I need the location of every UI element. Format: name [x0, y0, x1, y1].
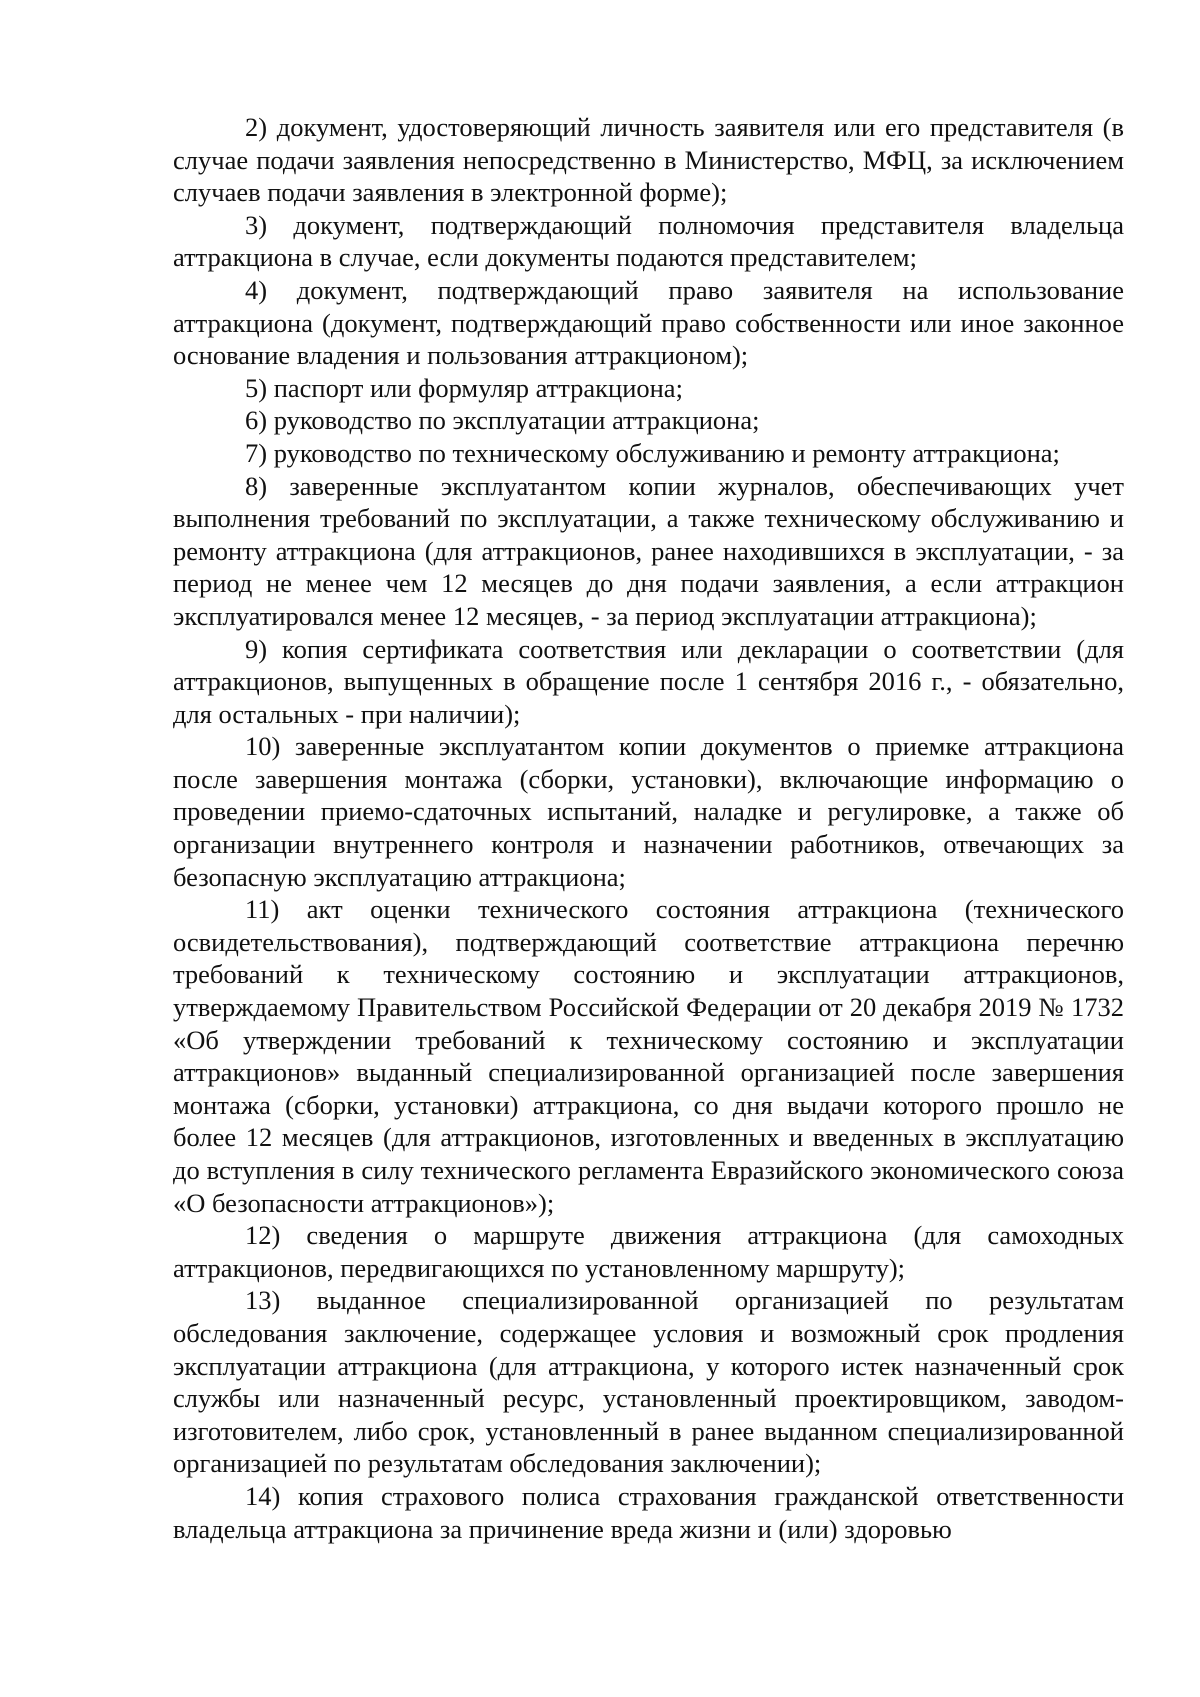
list-item-10: 10) заверенные эксплуатантом копии документов о приемке аттракциона после завершения монтажа (сборки, установки), включающие информацию о проведении приемо-сдаточных испытаний, наладке и регулировке, а также об организации внутреннего контроля и назначении работников, отвечающих за безопасную эксплуатацию аттракциона;	[173, 731, 1124, 892]
list-item-7: 7) руководство по техническому обслуживанию и ремонту аттракциона;	[245, 437, 1060, 468]
list-item-5: 5) паспорт или формуляр аттракциона;	[245, 372, 683, 403]
list-item-12: 12) сведения о маршруте движения аттракциона (для самоходных аттракционов, передвигающихся по установленному маршруту);	[173, 1220, 1124, 1283]
list-item-8: 8) заверенные эксплуатантом копии журналов, обеспечивающих учет выполнения требований по эксплуатации, а также техническому обслуживанию и ремонту аттракциона (для аттракционов, ранее находившихся в эксплуатации, - за период не менее чем 12 месяцев до дня подачи заявления, а если аттракцион эксплуатировался менее 12 месяцев, - за период эксплуатации аттракциона);	[173, 470, 1124, 631]
list-item-3: 3) документ, подтверждающий полномочия представителя владельца аттракциона в случае, если документы подаются представителем;	[173, 209, 1124, 273]
list-item-9: 9) копия сертификата соответствия или декларации о соответствии (для аттракционов, выпущенных в обращение после 1 сентября 2016 г., - обязательно, для остальных - при наличии);	[173, 633, 1124, 729]
list-item-13: 13) выданное специализированной организацией по результатам обследования заключение, содержащее условия и возможный срок продления эксплуатации аттракциона (для аттракциона, у которого истек назначенный срок службы или назначенный ресурс, установленный проектировщиком, заводом-изготовителем, либо срок, установленный в ранее выданном специализированной организацией по результатам обследования заключении);	[173, 1285, 1124, 1479]
list-item-11: 11) акт оценки технического состояния аттракциона (технического освидетельствования), подтверждающий соответствие аттракциона перечню требований к техническому состоянию и эксплуатации аттракционов, утверждаемому Правительством Российской Федерации от 20 декабря 2019 № 1732 «Об утверждении требований к техническому состоянию и эксплуатации аттракционов» выданный специализированной организацией после завершения монтажа (сборки, установки) аттракциона, со дня выдачи которого прошло не более 12 месяцев (для аттракционов, изготовленных и введенных в эксплуатацию до вступления в силу технического регламента Евразийского экономического союза «О безопасности аттракционов»);	[173, 894, 1124, 1218]
list-item-14: 14) копия страхового полиса страхования гражданской ответственности владельца аттракциона за причинение вреда жизни и (или) здоровью	[173, 1480, 1124, 1544]
document-body	[173, 111, 1124, 1545]
list-item-2: 2) документ, удостоверяющий личность заявителя или его представителя (в случае подачи заявления непосредственно в Министерство, МФЦ, за исключением случаев подачи заявления в электронной форме);	[173, 112, 1124, 208]
list-item-6: 6) руководство по эксплуатации аттракциона;	[245, 405, 760, 436]
list-item-4: 4) документ, подтверждающий право заявителя на использование аттракциона (документ, подтверждающий право собственности или иное законное основание владения и пользования аттракционом);	[173, 274, 1124, 371]
